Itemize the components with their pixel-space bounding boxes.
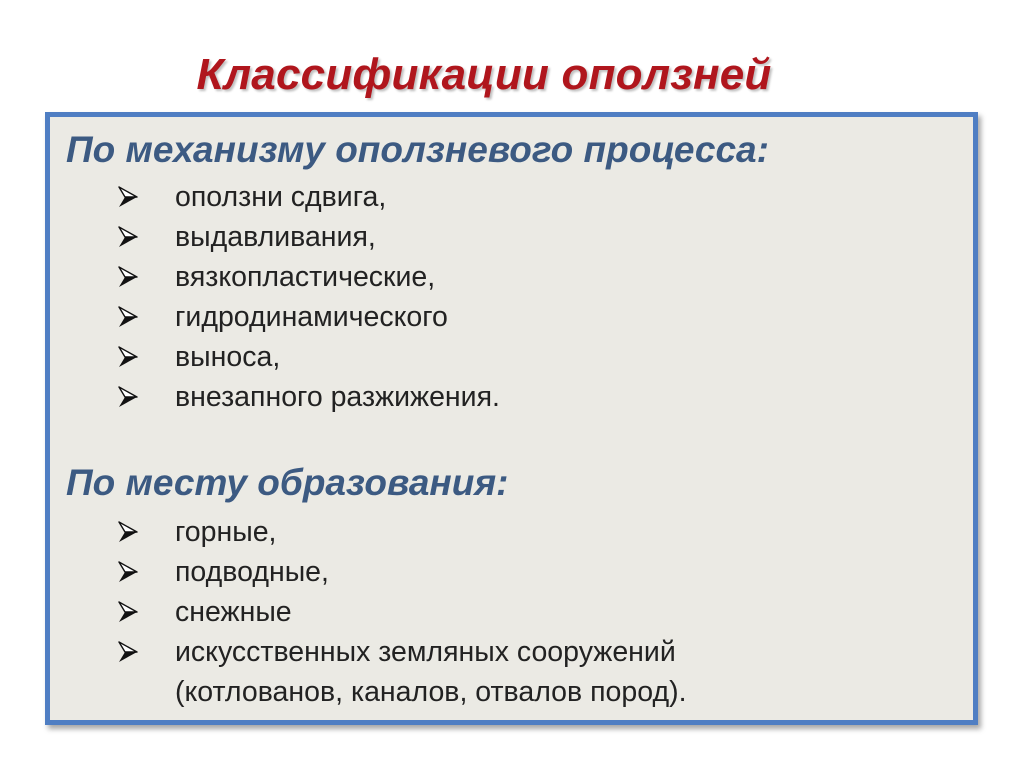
arrowhead-bullet-icon: [118, 512, 140, 552]
list-item-text: оползни сдвига,: [175, 181, 387, 213]
section-heading-mechanism: По механизму оползневого процесса:: [66, 129, 769, 170]
arrowhead-bullet-icon: [118, 377, 140, 417]
arrowhead-bullet-icon: [118, 297, 140, 337]
list-item-text: выдавливания,: [175, 221, 376, 253]
arrowhead-bullet-icon: [118, 177, 140, 217]
list-item-text: выноса,: [175, 341, 281, 373]
slide-title: Классификации оползней: [196, 50, 772, 99]
arrowhead-bullet-icon: [118, 552, 140, 592]
arrowhead-bullet-icon: [118, 257, 140, 297]
list-item-text: гидродинамического: [175, 301, 448, 333]
arrowhead-bullet-icon: [118, 592, 140, 632]
list-item-text: внезапного разжижения.: [175, 381, 500, 413]
arrowhead-bullet-icon: [118, 337, 140, 377]
list-item-text: вязкопластические,: [175, 261, 436, 293]
list-item-text: подводные,: [175, 556, 329, 588]
arrowhead-bullet-icon: [118, 632, 140, 672]
arrowhead-bullet-icon: [118, 217, 140, 257]
list-item-text: снежные: [175, 596, 292, 628]
classification-panel: [45, 112, 978, 725]
list-item-text: (котлованов, каналов, отвалов пород).: [175, 676, 687, 708]
list-item-text: искусственных земляных сооружений: [175, 636, 676, 668]
list-item-text: горные,: [175, 516, 277, 548]
section-heading-location: По месту образования:: [66, 462, 509, 503]
